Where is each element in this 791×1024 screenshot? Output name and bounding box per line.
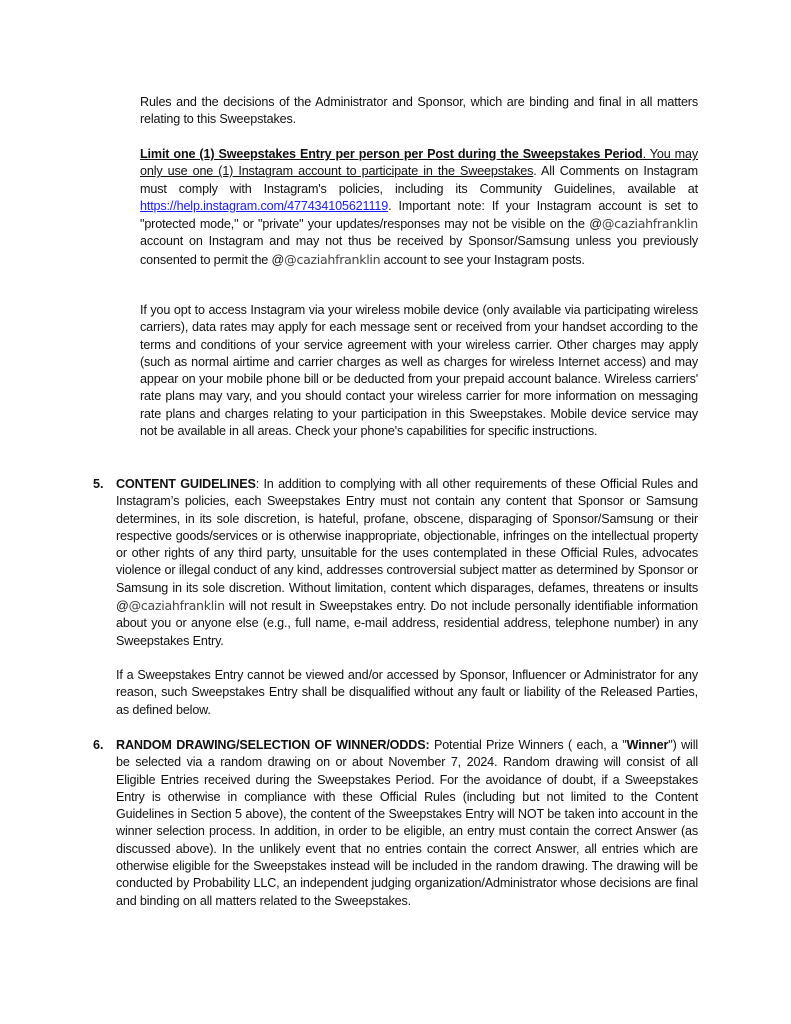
instagram-handle: @caziahfranklin xyxy=(128,598,225,614)
section-5-content-guidelines xyxy=(116,476,698,650)
privacy-note-text-2: account on Instagram and may not thus be received by Sponsor/Samsung unless you previously consented to permit the @ xyxy=(140,234,698,267)
section-5-number: 5. xyxy=(93,477,104,491)
instagram-handle: @caziahfranklin xyxy=(284,251,381,267)
section-6-random-drawing xyxy=(116,737,698,910)
section-6-heading: RANDOM DRAWING/SELECTION OF WINNER/ODDS: xyxy=(116,738,430,752)
section-5-text: : In addition to complying with all other requirements of these Official Rules and Instagram’s policies, each Sweepstakes Entry must not contain any content that Sponsor or Samsung determines, in its sole discretion, is hateful, profane, obscene, disparaging of Sponsor/Samsung or their respective goods/services or is otherwise inappropriate, objectionable, infringes on the intellectual property or other rights of any third party, unsuitable for the uses contemplated in these Official Rules, advocates violence or illegal conduct of any kind, addresses controversial subject matter as determined by Sponsor or Samsung in its sole discretion. Without limitation, content which disparages, defames, threatens or insults @ xyxy=(116,477,698,614)
intro-paragraph: Rules and the decisions of the Administrator and Sponsor, which are binding and final in all matters relating to this Sweepstakes. xyxy=(140,95,698,127)
comments-policy-text: . All Comments on Instagram must comply with Instagram's policies, including its Community Guidelines, available at xyxy=(140,164,698,196)
account-limit-text: . You may only use one (1) Instagram account to participate in the Sweepstakes xyxy=(140,147,698,179)
winner-term: Winner xyxy=(626,738,669,752)
instagram-guidelines-link[interactable]: https://help.instagram.com/477434105621119 xyxy=(140,198,389,213)
section-5-heading: CONTENT GUIDELINES xyxy=(116,477,256,491)
instagram-handle: @caziahfranklin xyxy=(601,216,698,232)
section-6-number: 6. xyxy=(93,738,104,752)
entry-limit-heading: Limit one (1) Sweepstakes Entry per person per Post during the Sweepstakes Period xyxy=(140,147,643,161)
entry-limit-paragraph xyxy=(140,146,698,269)
privacy-note-text: . Important note: If your Instagram account is set to "protected mode," or "private" your updates/responses may not be visible on the @ xyxy=(140,198,698,232)
section-6-text: Potential Prize Winners ( each, a " xyxy=(429,738,627,752)
privacy-note-text-3: account to see your Instagram posts. xyxy=(380,252,585,267)
section-6-text-2: ") will be selected via a random drawing on or about November 7, 2024. Random drawing will consist of all Eligible Entries received during the Sweepstakes Period. For the avoidance of doubt, if a Sweepstakes Entry is otherwise in compliance with these Official Rules (including but not limited to the Content Guidelines in Section 5 above), the content of the Sweepstakes Entry will NOT be taken into account in the winner selection process. In addition, in order to be eligible, an entry must contain the correct Answer (as discussed above). In the unlikely event that no entries contain the correct Answer, all entries which are otherwise eligible for the Sweepstakes instead will be included in the random drawing. The drawing will be conducted by Probability LLC, an independent judging organization/Administrator whose decisions are final and binding on all matters related to the Sweepstakes. xyxy=(116,738,698,908)
mobile-access-paragraph: If you opt to access Instagram via your wireless mobile device (only available via participating wireless carriers), data rates may apply for each message sent or received from your handset according to the terms and conditions of your service agreement with your wireless carrier. Other charges may apply (such as normal airtime and carrier charges as well as charges for wireless Internet access) and may appear on your mobile phone bill or be deducted from your prepaid account balance. Wireless carriers' rate plans may vary, and you should contact your wireless carrier for more information on messaging rate plans and charges relating to your participation in this Sweepstakes. Mobile device service may not be available in all areas. Check your phone's capabilities for specific instructions. xyxy=(140,303,698,439)
section-5-text-2: will not result in Sweepstakes entry. Do not include personally identifiable information about you or anyone else (e.g., full name, e-mail address, residential address, telephone number) in any Sweepstakes Entry. xyxy=(116,599,698,648)
section-5-disqualification-paragraph: If a Sweepstakes Entry cannot be viewed and/or accessed by Sponsor, Influencer or Administrator for any reason, such Sweepstakes Entry shall be disqualified without any fault or liability of the Released Parties, as defined below. xyxy=(116,668,698,717)
